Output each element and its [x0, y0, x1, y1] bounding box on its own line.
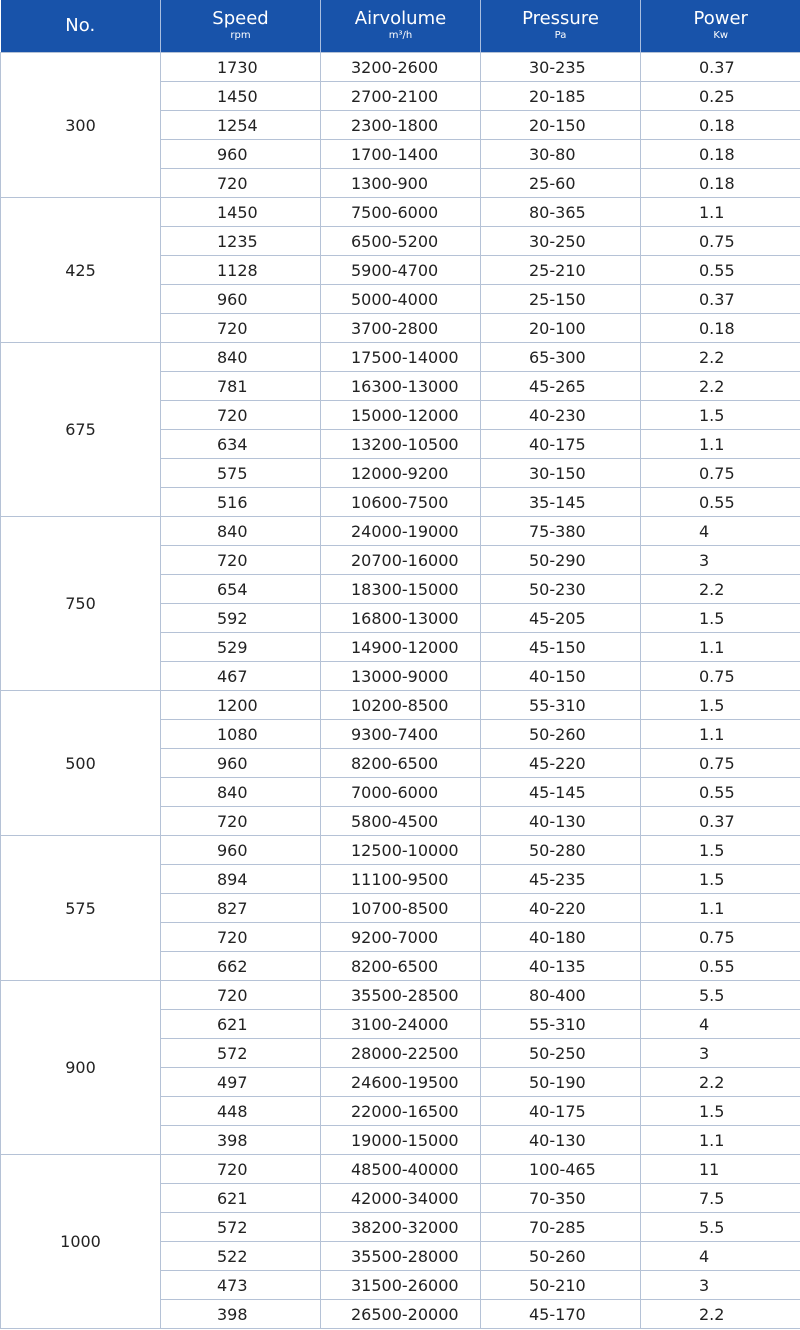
pressure-cell: 25-210	[481, 256, 641, 285]
pressure-cell: 50-290	[481, 546, 641, 575]
speed-cell: 720	[161, 169, 321, 198]
power-cell: 0.37	[641, 285, 800, 314]
speed-cell: 592	[161, 604, 321, 633]
airvolume-cell: 1300-900	[321, 169, 481, 198]
table-row	[1, 691, 800, 720]
pressure-cell: 35-145	[481, 488, 641, 517]
speed-cell: 1254	[161, 111, 321, 140]
pressure-cell: 45-205	[481, 604, 641, 633]
airvolume-cell: 11100-9500	[321, 865, 481, 894]
pressure-cell: 40-180	[481, 923, 641, 952]
speed-cell: 720	[161, 401, 321, 430]
airvolume-cell: 2300-1800	[321, 111, 481, 140]
speed-cell: 720	[161, 314, 321, 343]
airvolume-cell: 15000-12000	[321, 401, 481, 430]
speed-cell: 840	[161, 343, 321, 372]
airvolume-cell: 8200-6500	[321, 749, 481, 778]
speed-cell: 894	[161, 865, 321, 894]
airvolume-cell: 5800-4500	[321, 807, 481, 836]
power-cell: 0.75	[641, 923, 800, 952]
pressure-cell: 80-365	[481, 198, 641, 227]
airvolume-cell: 10200-8500	[321, 691, 481, 720]
pressure-cell: 45-170	[481, 1300, 641, 1329]
airvolume-cell: 31500-26000	[321, 1271, 481, 1300]
speed-cell: 516	[161, 488, 321, 517]
speed-cell: 529	[161, 633, 321, 662]
pressure-cell: 40-220	[481, 894, 641, 923]
airvolume-cell: 20700-16000	[321, 546, 481, 575]
speed-cell: 398	[161, 1126, 321, 1155]
pressure-cell: 50-260	[481, 720, 641, 749]
pressure-cell: 50-190	[481, 1068, 641, 1097]
power-cell: 0.75	[641, 749, 800, 778]
airvolume-cell: 14900-12000	[321, 633, 481, 662]
power-cell: 1.5	[641, 401, 800, 430]
speed-cell: 720	[161, 923, 321, 952]
power-cell: 1.5	[641, 691, 800, 720]
power-cell: 2.2	[641, 343, 800, 372]
pressure-cell: 20-185	[481, 82, 641, 111]
power-cell: 1.1	[641, 1126, 800, 1155]
power-cell: 1.1	[641, 633, 800, 662]
airvolume-cell: 12500-10000	[321, 836, 481, 865]
power-cell: 1.1	[641, 720, 800, 749]
airvolume-cell: 28000-22500	[321, 1039, 481, 1068]
speed-cell: 522	[161, 1242, 321, 1271]
table-row	[1, 1155, 800, 1184]
power-cell: 0.55	[641, 952, 800, 981]
speed-cell: 1128	[161, 256, 321, 285]
table-row	[1, 198, 800, 227]
power-cell: 5.5	[641, 981, 800, 1010]
power-cell: 2.2	[641, 1068, 800, 1097]
airvolume-cell: 3700-2800	[321, 314, 481, 343]
power-cell: 0.75	[641, 459, 800, 488]
power-cell: 11	[641, 1155, 800, 1184]
speed-cell: 840	[161, 517, 321, 546]
speed-cell: 720	[161, 981, 321, 1010]
airvolume-cell: 13000-9000	[321, 662, 481, 691]
airvolume-cell: 6500-5200	[321, 227, 481, 256]
power-cell: 0.18	[641, 314, 800, 343]
header-airvolume-label: Airvolume	[354, 8, 447, 29]
speed-cell: 840	[161, 778, 321, 807]
speed-cell: 497	[161, 1068, 321, 1097]
header-pressure	[481, 0, 641, 53]
pressure-cell: 45-145	[481, 778, 641, 807]
model-no-cell: 1000	[1, 1155, 161, 1329]
speed-cell: 1450	[161, 198, 321, 227]
airvolume-cell: 5900-4700	[321, 256, 481, 285]
header-power-label: Power	[693, 8, 748, 29]
pressure-cell: 45-220	[481, 749, 641, 778]
power-cell: 1.5	[641, 865, 800, 894]
airvolume-cell: 19000-15000	[321, 1126, 481, 1155]
pressure-cell: 45-265	[481, 372, 641, 401]
power-cell: 0.18	[641, 169, 800, 198]
speed-cell: 448	[161, 1097, 321, 1126]
speed-cell: 662	[161, 952, 321, 981]
header-power-unit: Kw	[713, 30, 729, 41]
pressure-cell: 20-150	[481, 111, 641, 140]
airvolume-cell: 9300-7400	[321, 720, 481, 749]
header-power	[641, 0, 800, 53]
pressure-cell: 50-250	[481, 1039, 641, 1068]
power-cell: 0.37	[641, 807, 800, 836]
speed-cell: 781	[161, 372, 321, 401]
header-row	[1, 0, 800, 53]
speed-cell: 1235	[161, 227, 321, 256]
power-cell: 2.2	[641, 575, 800, 604]
speed-cell: 1450	[161, 82, 321, 111]
pressure-cell: 40-130	[481, 807, 641, 836]
power-cell: 4	[641, 1242, 800, 1271]
power-cell: 1.5	[641, 1097, 800, 1126]
pressure-cell: 45-235	[481, 865, 641, 894]
speed-cell: 621	[161, 1184, 321, 1213]
pressure-cell: 80-400	[481, 981, 641, 1010]
airvolume-cell: 5000-4000	[321, 285, 481, 314]
speed-cell: 960	[161, 836, 321, 865]
airvolume-cell: 38200-32000	[321, 1213, 481, 1242]
pressure-cell: 30-150	[481, 459, 641, 488]
pressure-cell: 30-235	[481, 53, 641, 82]
airvolume-cell: 24600-19500	[321, 1068, 481, 1097]
airvolume-cell: 22000-16500	[321, 1097, 481, 1126]
power-cell: 4	[641, 517, 800, 546]
pressure-cell: 65-300	[481, 343, 641, 372]
header-no	[1, 0, 161, 53]
model-no-cell: 900	[1, 981, 161, 1155]
pressure-cell: 100-465	[481, 1155, 641, 1184]
power-cell: 4	[641, 1010, 800, 1039]
pressure-cell: 25-60	[481, 169, 641, 198]
speed-cell: 398	[161, 1300, 321, 1329]
airvolume-cell: 35500-28500	[321, 981, 481, 1010]
airvolume-cell: 35500-28000	[321, 1242, 481, 1271]
airvolume-cell: 7500-6000	[321, 198, 481, 227]
power-cell: 5.5	[641, 1213, 800, 1242]
speed-cell: 720	[161, 807, 321, 836]
pressure-cell: 40-175	[481, 1097, 641, 1126]
table-row	[1, 517, 800, 546]
airvolume-cell: 48500-40000	[321, 1155, 481, 1184]
speed-cell: 575	[161, 459, 321, 488]
airvolume-cell: 7000-6000	[321, 778, 481, 807]
pressure-cell: 40-135	[481, 952, 641, 981]
power-cell: 0.55	[641, 256, 800, 285]
airvolume-cell: 42000-34000	[321, 1184, 481, 1213]
pressure-cell: 55-310	[481, 691, 641, 720]
speed-cell: 960	[161, 749, 321, 778]
power-cell: 1.1	[641, 198, 800, 227]
header-airvolume	[321, 0, 481, 53]
header-no-label: No.	[65, 15, 96, 36]
speed-cell: 467	[161, 662, 321, 691]
header-speed-unit: rpm	[230, 30, 251, 41]
power-cell: 3	[641, 1039, 800, 1068]
pressure-cell: 30-250	[481, 227, 641, 256]
power-cell: 0.55	[641, 488, 800, 517]
pressure-cell: 30-80	[481, 140, 641, 169]
pressure-cell: 50-280	[481, 836, 641, 865]
airvolume-cell: 10600-7500	[321, 488, 481, 517]
power-cell: 2.2	[641, 372, 800, 401]
pressure-cell: 55-310	[481, 1010, 641, 1039]
airvolume-cell: 12000-9200	[321, 459, 481, 488]
header-pressure-unit: Pa	[554, 30, 567, 41]
model-no-cell: 500	[1, 691, 161, 836]
power-cell: 1.5	[641, 836, 800, 865]
table-row	[1, 343, 800, 372]
airvolume-cell: 18300-15000	[321, 575, 481, 604]
speed-cell: 1730	[161, 53, 321, 82]
power-cell: 1.5	[641, 604, 800, 633]
power-cell: 0.55	[641, 778, 800, 807]
table-header	[1, 0, 800, 53]
power-cell: 3	[641, 1271, 800, 1300]
pressure-cell: 70-350	[481, 1184, 641, 1213]
airvolume-cell: 10700-8500	[321, 894, 481, 923]
airvolume-cell: 8200-6500	[321, 952, 481, 981]
pressure-cell: 40-130	[481, 1126, 641, 1155]
speed-cell: 960	[161, 285, 321, 314]
table-row	[1, 981, 800, 1010]
power-cell: 0.75	[641, 662, 800, 691]
pressure-cell: 75-380	[481, 517, 641, 546]
table-row	[1, 836, 800, 865]
header-pressure-label: Pressure	[522, 8, 599, 29]
power-cell: 0.25	[641, 82, 800, 111]
model-no-cell: 675	[1, 343, 161, 517]
airvolume-cell: 13200-10500	[321, 430, 481, 459]
speed-cell: 634	[161, 430, 321, 459]
airvolume-cell: 16800-13000	[321, 604, 481, 633]
pressure-cell: 50-260	[481, 1242, 641, 1271]
speed-cell: 572	[161, 1039, 321, 1068]
pressure-cell: 40-150	[481, 662, 641, 691]
speed-cell: 1200	[161, 691, 321, 720]
table-body	[1, 53, 800, 1329]
pressure-cell: 40-175	[481, 430, 641, 459]
airvolume-cell: 24000-19000	[321, 517, 481, 546]
power-cell: 1.1	[641, 430, 800, 459]
speed-cell: 654	[161, 575, 321, 604]
model-no-cell: 425	[1, 198, 161, 343]
speed-cell: 473	[161, 1271, 321, 1300]
airvolume-cell: 26500-20000	[321, 1300, 481, 1329]
airvolume-cell: 17500-14000	[321, 343, 481, 372]
speed-cell: 572	[161, 1213, 321, 1242]
table-row	[1, 53, 800, 82]
airvolume-cell: 1700-1400	[321, 140, 481, 169]
power-cell: 3	[641, 546, 800, 575]
airvolume-cell: 16300-13000	[321, 372, 481, 401]
pressure-cell: 45-150	[481, 633, 641, 662]
speed-cell: 720	[161, 546, 321, 575]
power-cell: 2.2	[641, 1300, 800, 1329]
power-cell: 0.18	[641, 111, 800, 140]
header-airvolume-unit: m³/h	[388, 30, 413, 41]
power-cell: 0.75	[641, 227, 800, 256]
speed-cell: 621	[161, 1010, 321, 1039]
power-cell: 1.1	[641, 894, 800, 923]
pressure-cell: 70-285	[481, 1213, 641, 1242]
pressure-cell: 20-100	[481, 314, 641, 343]
power-cell: 0.37	[641, 53, 800, 82]
airvolume-cell: 9200-7000	[321, 923, 481, 952]
speed-cell: 720	[161, 1155, 321, 1184]
pressure-cell: 40-230	[481, 401, 641, 430]
header-speed	[161, 0, 321, 53]
airvolume-cell: 3200-2600	[321, 53, 481, 82]
airvolume-cell: 3100-24000	[321, 1010, 481, 1039]
power-cell: 0.18	[641, 140, 800, 169]
power-cell: 7.5	[641, 1184, 800, 1213]
pressure-cell: 50-230	[481, 575, 641, 604]
header-speed-label: Speed	[212, 8, 269, 29]
speed-cell: 960	[161, 140, 321, 169]
speed-cell: 1080	[161, 720, 321, 749]
model-no-cell: 575	[1, 836, 161, 981]
model-no-cell: 750	[1, 517, 161, 691]
pressure-cell: 50-210	[481, 1271, 641, 1300]
pressure-cell: 25-150	[481, 285, 641, 314]
model-no-cell: 300	[1, 53, 161, 198]
speed-cell: 827	[161, 894, 321, 923]
airvolume-cell: 2700-2100	[321, 82, 481, 111]
